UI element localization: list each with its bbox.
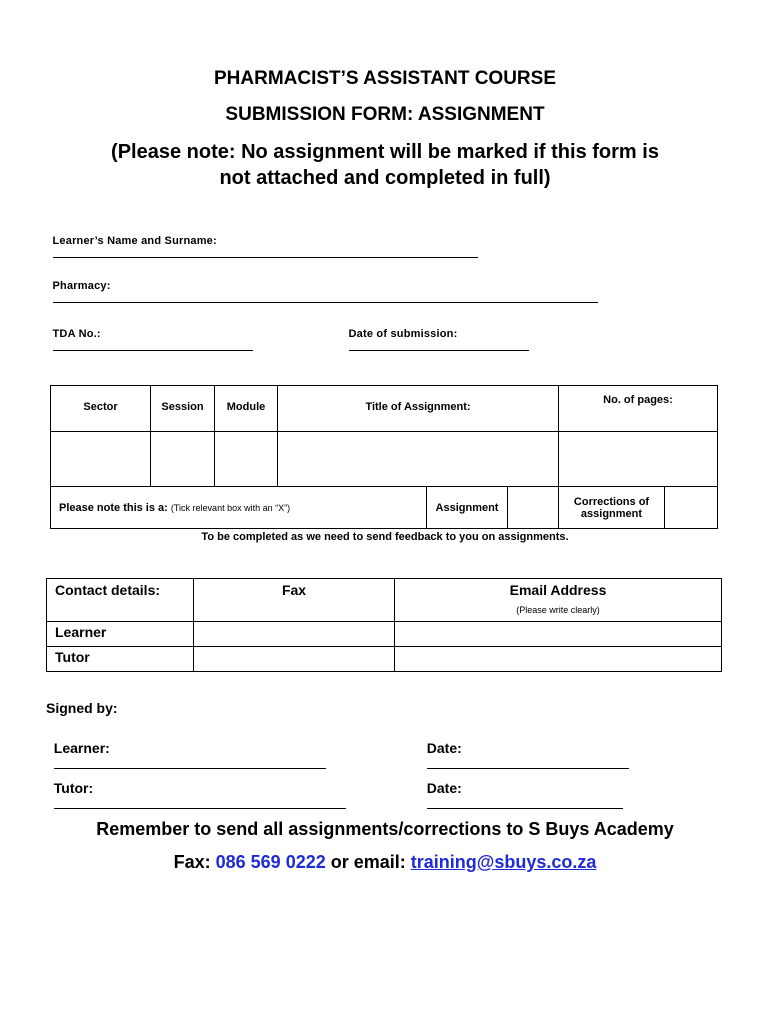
tutor-fax-cell[interactable] <box>194 647 395 672</box>
pharmacy-field <box>46 268 598 306</box>
date-submission-input-line[interactable] <box>349 340 529 351</box>
sector-cell[interactable] <box>51 432 151 487</box>
assignment-tick-box[interactable] <box>508 487 559 529</box>
learner-signature-label: Learner: <box>53 740 110 756</box>
learner-name-input-line[interactable] <box>53 247 478 258</box>
option-assignment: Assignment <box>427 487 508 529</box>
tda-field <box>46 316 253 354</box>
tutor-signature-field <box>46 764 346 812</box>
pharmacy-input-line[interactable] <box>53 292 598 303</box>
header-contact-details: Contact details: <box>47 579 194 622</box>
header-email <box>395 579 722 622</box>
learner-fax-cell[interactable] <box>194 622 395 647</box>
corrections-tick-box[interactable] <box>665 487 718 529</box>
option-corrections: Corrections of assignment <box>559 487 665 529</box>
please-note-cell <box>51 487 427 529</box>
header-sector: Sector <box>51 386 151 432</box>
header-session: Session <box>151 386 215 432</box>
learner-date-label: Date: <box>426 740 462 756</box>
form-title-course: PHARMACIST’S ASSISTANT COURSE <box>213 68 557 89</box>
tutor-date-line[interactable] <box>427 796 623 809</box>
header-fax: Fax <box>194 579 395 622</box>
tutor-signature-label: Tutor: <box>53 780 94 796</box>
email-note: (Please write clearly) <box>516 605 600 615</box>
header-module: Module <box>215 386 278 432</box>
note-line-1: (Please note: No assignment will be marked if this form is <box>111 141 659 163</box>
fax-label: Fax: <box>173 852 211 872</box>
date-submission-label: Date of submission: <box>348 328 458 340</box>
assignment-table <box>50 385 718 529</box>
learner-name-label: Learner’s Name and Surname: <box>52 235 217 247</box>
learner-name-field <box>46 223 478 261</box>
tda-label: TDA No.: <box>52 328 101 340</box>
tutor-date-field <box>419 764 623 812</box>
row-learner-label: Learner <box>47 622 194 647</box>
header-pages: No. of pages: <box>559 386 718 432</box>
module-cell[interactable] <box>215 432 278 487</box>
tutor-email-cell[interactable] <box>395 647 722 672</box>
signed-by-label: Signed by: <box>46 700 118 716</box>
pharmacy-label: Pharmacy: <box>52 280 111 292</box>
or-email-label: or email: <box>330 852 406 872</box>
reminder-text: Remember to send all assignments/corrections to S Buys Academy <box>96 819 674 839</box>
header-email-label: Email Address <box>509 582 607 598</box>
header-title: Title of Assignment: <box>278 386 559 432</box>
contact-line <box>0 852 770 873</box>
contact-table <box>46 578 722 672</box>
feedback-note: To be completed as we need to send feedback to you on assignments. <box>201 531 569 543</box>
title-cell[interactable] <box>278 432 559 487</box>
tda-input-line[interactable] <box>53 340 253 351</box>
email-link[interactable]: training@sbuys.co.za <box>410 852 597 872</box>
learner-email-cell[interactable] <box>395 622 722 647</box>
please-note-label: Please note this is a: <box>59 501 168 514</box>
fax-number: 086 569 0222 <box>215 852 326 872</box>
tick-instruction: (Tick relevant box with an “X”) <box>170 502 291 513</box>
pages-cell[interactable] <box>559 432 718 487</box>
date-submission-field <box>342 316 529 354</box>
row-tutor-label: Tutor <box>47 647 194 672</box>
tutor-signature-line[interactable] <box>54 796 346 809</box>
form-title-submission: SUBMISSION FORM: ASSIGNMENT <box>225 104 545 125</box>
note-line-2: not attached and completed in full) <box>219 167 551 189</box>
tutor-date-label: Date: <box>426 780 462 796</box>
session-cell[interactable] <box>151 432 215 487</box>
